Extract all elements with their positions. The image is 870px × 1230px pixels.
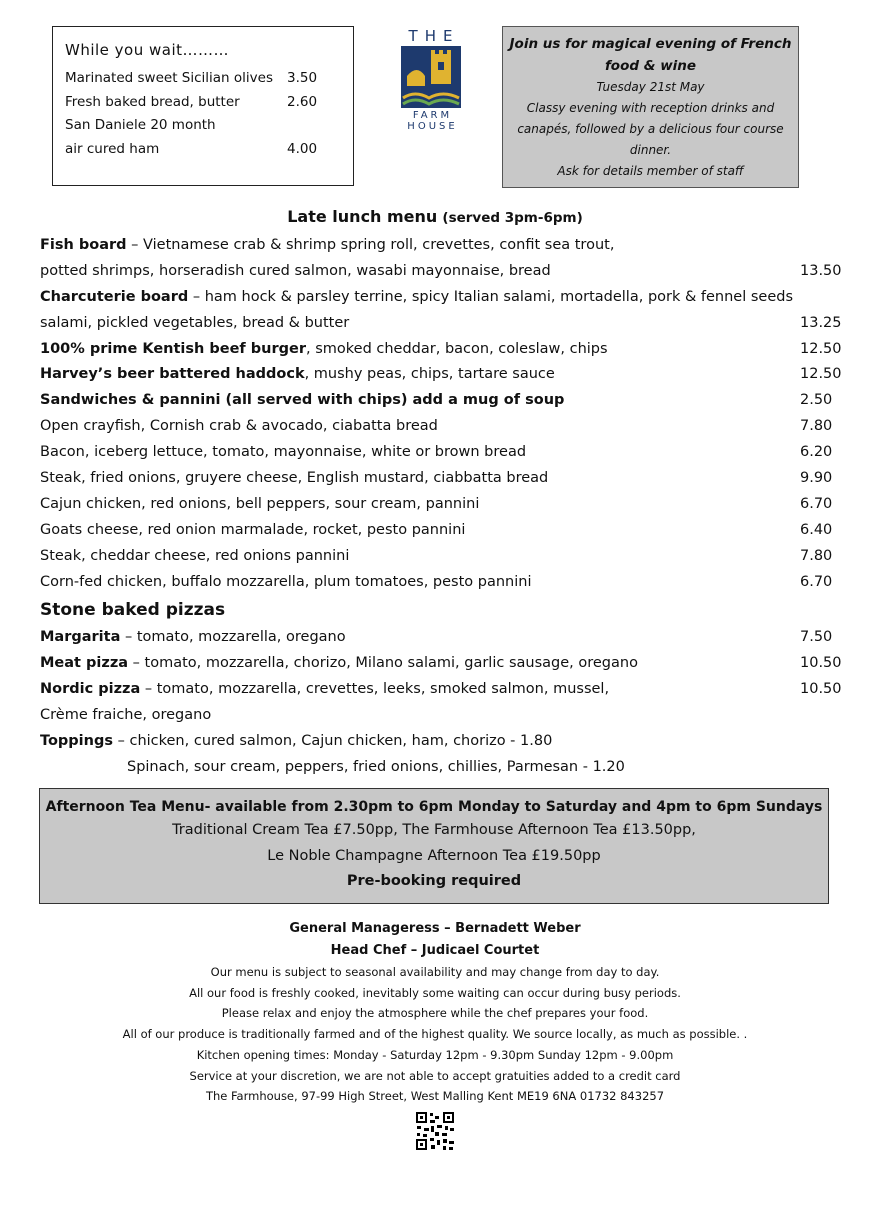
logo-text-farm: FARM xyxy=(412,110,453,121)
wait-item xyxy=(65,67,341,91)
toppings-line1 xyxy=(40,729,860,755)
afternoon-tea-prebook: Pre-booking required xyxy=(346,873,522,889)
afternoon-tea-box xyxy=(39,788,829,904)
item-name: Open crayfish, Cornish crab & avocado, ciabatta bread xyxy=(40,418,438,435)
item-name: Steak, fried onions, gruyere cheese, English mustard, ciabbatta bread xyxy=(40,470,549,487)
afternoon-tea-line2: Le Noble Champagne Afternoon Tea £19.50pp xyxy=(267,848,601,864)
pizza-nordic xyxy=(40,677,860,703)
item-price: 13.50 xyxy=(800,262,842,279)
qr-code-icon[interactable] xyxy=(415,1111,455,1151)
item-name: Corn-fed chicken, buffalo mozzarella, plum tomatoes, pesto pannini xyxy=(40,573,532,590)
menu-item-fish-board-cont xyxy=(40,259,860,285)
menu-list xyxy=(40,233,860,781)
pizza-meat xyxy=(40,651,860,677)
while-you-wait-title: While you wait……… xyxy=(65,41,230,59)
item-price: 10.50 xyxy=(800,681,842,698)
item-price: 7.50 xyxy=(800,629,833,646)
item-price: 9.90 xyxy=(800,470,833,487)
late-lunch-title-sub: (served 3pm-6pm) xyxy=(442,210,583,226)
wait-item-name: Fresh baked bread, butter xyxy=(65,93,240,110)
pizzas-title: Stone baked pizzas xyxy=(40,600,226,621)
sandwiches-heading-label: Sandwiches & pannini (all served with chips) add a mug of soup xyxy=(40,392,565,409)
event-desc-line3: dinner. xyxy=(629,143,672,157)
sandwich-item xyxy=(40,544,860,570)
afternoon-tea-line1: Traditional Cream Tea £7.50pp, The Farmhouse Afternoon Tea £13.50pp, xyxy=(172,822,696,838)
item-price: 6.70 xyxy=(800,495,833,512)
item-desc: Crème fraiche, oregano xyxy=(40,707,212,724)
item-desc: – tomato, mozzarella, crevettes, leeks, smoked salmon, mussel, xyxy=(140,681,610,698)
item-name: Harvey’s beer battered haddock xyxy=(40,366,305,383)
item-desc: potted shrimps, horseradish cured salmon, wasabi mayonnaise, bread xyxy=(40,262,551,279)
menu-item-charcuterie xyxy=(40,285,860,311)
event-desc-line1: Classy evening with reception drinks and xyxy=(526,101,775,115)
wait-item xyxy=(65,91,341,115)
event-title-line1: Join us for magical evening of French xyxy=(509,36,792,52)
footer-line: Please relax and enjoy the atmosphere while the chef prepares your food. xyxy=(221,1006,649,1021)
item-name: Fish board xyxy=(40,237,127,253)
footer-line: All our food is freshly cooked, inevitably some waiting can occur during busy periods. xyxy=(189,985,681,1000)
footer-chef: Head Chef – Judicael Courtet xyxy=(330,943,540,958)
pizza-margarita xyxy=(40,625,860,651)
soup-price: 2.50 xyxy=(800,392,833,409)
item-name: Nordic pizza xyxy=(40,681,141,698)
item-name: Charcuterie board xyxy=(40,288,189,305)
logo-text-the: THE xyxy=(408,27,460,45)
item-desc: – ham hock & parsley terrine, spicy Italian salami, mortadella, pork & fennel seeds xyxy=(188,288,794,305)
item-desc: , smoked cheddar, bacon, coleslaw, chips xyxy=(306,340,608,357)
item-price: 7.80 xyxy=(800,418,833,435)
item-desc: – Vietnamese crab & shrimp spring roll, crevettes, confit sea trout, xyxy=(126,237,615,253)
item-price: 6.70 xyxy=(800,573,833,590)
wait-item-price: 4.00 xyxy=(287,140,318,157)
farmhouse-emblem-icon xyxy=(401,46,461,108)
sandwich-item xyxy=(40,440,860,466)
item-desc: , mushy peas, chips, tartare sauce xyxy=(304,366,555,383)
late-lunch-title xyxy=(0,207,870,226)
menu-item-burger xyxy=(40,337,860,363)
menu-item-charcuterie-cont xyxy=(40,311,860,337)
item-desc: – tomato, mozzarella, oregano xyxy=(120,629,346,646)
item-price: 6.40 xyxy=(800,521,833,538)
item-name: Meat pizza xyxy=(40,655,129,672)
wait-item-name: air cured ham xyxy=(65,140,160,157)
toppings-label: Toppings xyxy=(40,733,113,750)
sandwich-item xyxy=(40,570,860,596)
item-desc: – tomato, mozzarella, chorizo, Milano salami, garlic sausage, oregano xyxy=(128,655,638,672)
wait-item-name: San Daniele 20 month xyxy=(65,117,216,133)
toppings-desc: Spinach, sour cream, peppers, fried onions, chillies, Parmesan - 1.20 xyxy=(127,758,625,775)
while-you-wait-box xyxy=(52,26,354,186)
pizza-nordic-cont xyxy=(40,703,860,729)
wait-item-price: 2.60 xyxy=(287,93,318,110)
menu-item-fish-board xyxy=(40,233,860,259)
wait-item xyxy=(65,114,341,138)
logo-text-house: HOUSE xyxy=(407,121,458,132)
toppings-desc: – chicken, cured salmon, Cajun chicken, ham, chorizo - 1.80 xyxy=(113,733,553,750)
item-name: Margarita xyxy=(40,629,121,646)
sandwich-item xyxy=(40,518,860,544)
item-price: 12.50 xyxy=(800,366,842,383)
sandwich-item xyxy=(40,466,860,492)
farmhouse-logo xyxy=(398,28,464,136)
late-lunch-title-main: Late lunch menu xyxy=(287,207,438,226)
wait-item-name: Marinated sweet Sicilian olives xyxy=(65,70,273,86)
item-price: 7.80 xyxy=(800,547,833,564)
event-desc-line2: canapés, followed by a delicious four course xyxy=(517,122,784,136)
footer xyxy=(0,918,870,1151)
event-title-line2: food & wine xyxy=(604,58,697,74)
footer-line: Our menu is subject to seasonal availability and may change from day to day. xyxy=(210,965,660,979)
wait-item xyxy=(65,138,341,162)
item-name: 100% prime Kentish beef burger xyxy=(40,340,306,357)
event-date: Tuesday 21st May xyxy=(596,80,705,94)
footer-manageress: General Manageress – Bernadett Weber xyxy=(289,921,581,936)
footer-line: Kitchen opening times: Monday - Saturday 12pm - 9.30pm Sunday 12pm - 9.00pm xyxy=(196,1047,674,1062)
sandwich-item xyxy=(40,492,860,518)
wait-item-price xyxy=(287,114,337,138)
footer-line: All of our produce is traditionally farmed and of the highest quality. We source locally, as much as possible. . xyxy=(122,1027,748,1042)
footer-line: The Farmhouse, 97-99 High Street, West Malling Kent ME19 6NA 01732 843257 xyxy=(205,1089,665,1104)
item-name: Steak, cheddar cheese, red onions pannini xyxy=(40,547,350,564)
wait-item-price: 3.50 xyxy=(287,70,318,86)
afternoon-tea-heading: Afternoon Tea Menu- available from 2.30pm to 6pm Monday to Saturday and 4pm to 6pm Sundays xyxy=(45,799,823,815)
item-price: 10.50 xyxy=(800,655,842,672)
item-name: Bacon, iceberg lettuce, tomato, mayonnaise, white or brown bread xyxy=(40,444,527,461)
toppings-line2 xyxy=(40,755,860,781)
sandwiches-heading xyxy=(40,388,860,414)
item-name: Cajun chicken, red onions, bell peppers, sour cream, pannini xyxy=(40,495,480,512)
item-price: 6.20 xyxy=(800,444,833,461)
item-name: Goats cheese, red onion marmalade, rocket, pesto pannini xyxy=(40,521,466,538)
footer-line: Service at your discretion, we are not able to accept gratuities added to a credit card xyxy=(189,1068,681,1083)
event-box xyxy=(502,26,799,188)
item-price: 13.25 xyxy=(800,314,842,331)
item-desc: salami, pickled vegetables, bread & butter xyxy=(40,314,350,331)
menu-item-haddock xyxy=(40,362,860,388)
sandwich-item xyxy=(40,414,860,440)
item-price: 12.50 xyxy=(800,340,842,357)
event-details: Ask for details member of staff xyxy=(557,164,744,178)
